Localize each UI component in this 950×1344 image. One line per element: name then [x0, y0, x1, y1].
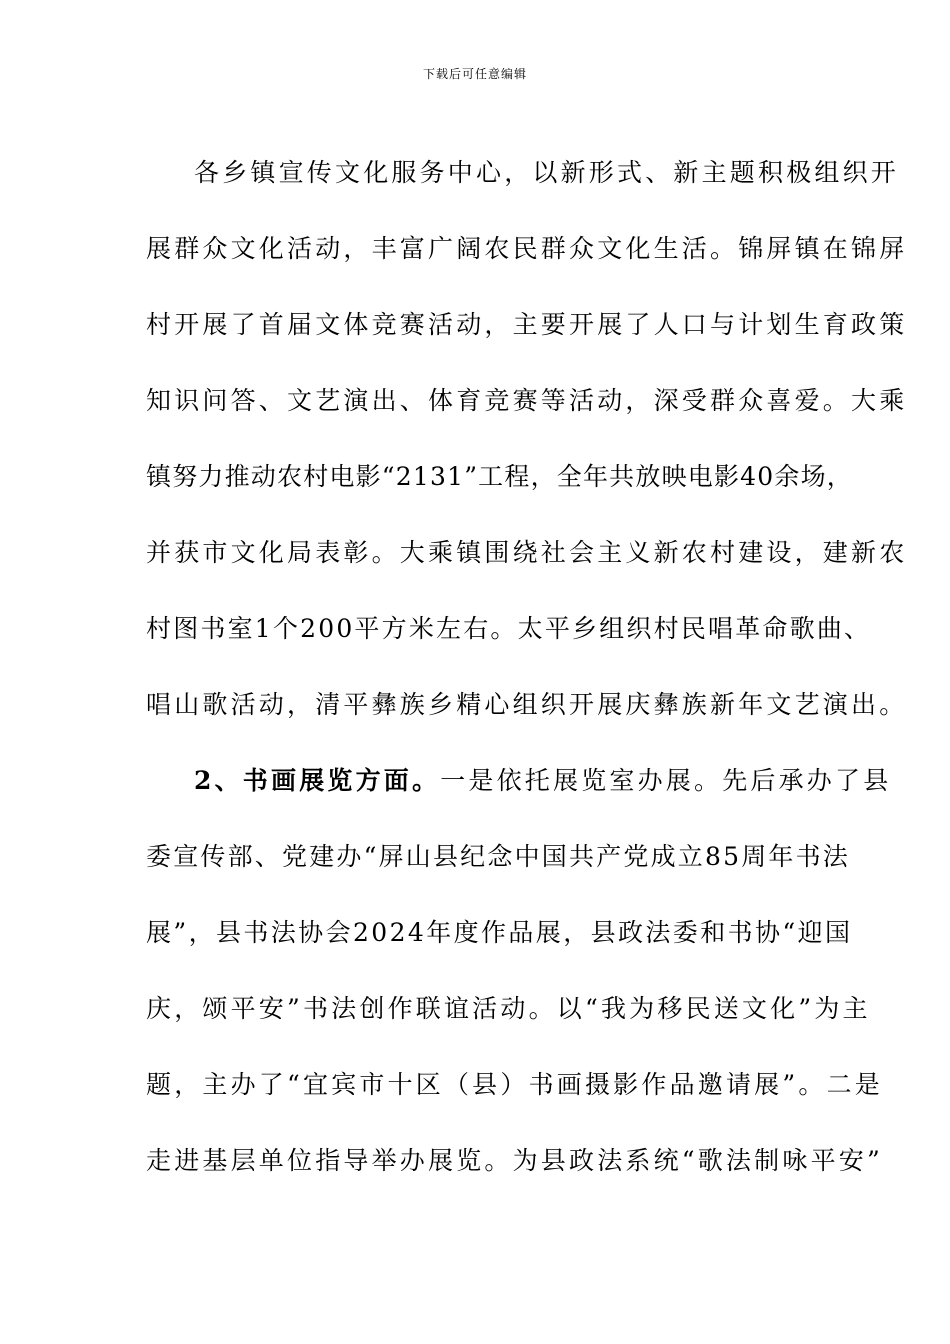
- paragraph-line: 唱山歌活动，清平彝族乡精心组织开展庆彝族新年文艺演出。: [146, 690, 908, 719]
- paragraph-line: 展群众文化活动，丰富广阔农民群众文化生活。锦屏镇在锦屏: [146, 234, 908, 263]
- paragraph-line: 知识问答、文艺演出、体育竞赛等活动，深受群众喜爱。大乘: [146, 386, 908, 415]
- paragraph-line-text: 一是依托展览室办展。先后承办了县: [440, 766, 892, 795]
- paragraph-line: 镇努力推动农村电影“2131”工程，全年共放映电影40余场，: [146, 462, 853, 491]
- paragraph-line: 各乡镇宣传文化服务中心，以新形式、新主题积极组织开: [194, 158, 900, 187]
- section-heading: 2、书画展览方面。: [194, 766, 441, 795]
- paragraph-line: [146, 743, 892, 819]
- paragraph-line: 展”，县书法协会2024年度作品展，县政法委和书协“迎国: [146, 918, 853, 947]
- paragraph-1: [146, 135, 908, 743]
- page-header: 下载后可任意编辑: [422, 67, 527, 81]
- paragraph-line: 村开展了首届文体竞赛活动，主要开展了人口与计划生育政策: [146, 310, 908, 339]
- paragraph-line: 走进基层单位指导举办展览。为县政法系统“歌法制咏平安”: [146, 1146, 883, 1175]
- paragraph-line: 村图书室1个200平方米左右。太平乡组织村民唱革命歌曲、: [146, 614, 872, 643]
- paragraph-line: 庆，颂平安”书法创作联谊活动。以“我为移民送文化”为主: [146, 994, 871, 1023]
- paragraph-line: 并获市文化局表彰。大乘镇围绕社会主义新农村建设，建新农: [146, 538, 908, 567]
- paragraph-2: [146, 743, 892, 1199]
- paragraph-line: 委宣传部、党建办“屏山县纪念中国共产党成立85周年书法: [146, 842, 850, 871]
- paragraph-line: 题，主办了“宜宾市十区（县）书画摄影作品邀请展”。二是: [146, 1070, 883, 1099]
